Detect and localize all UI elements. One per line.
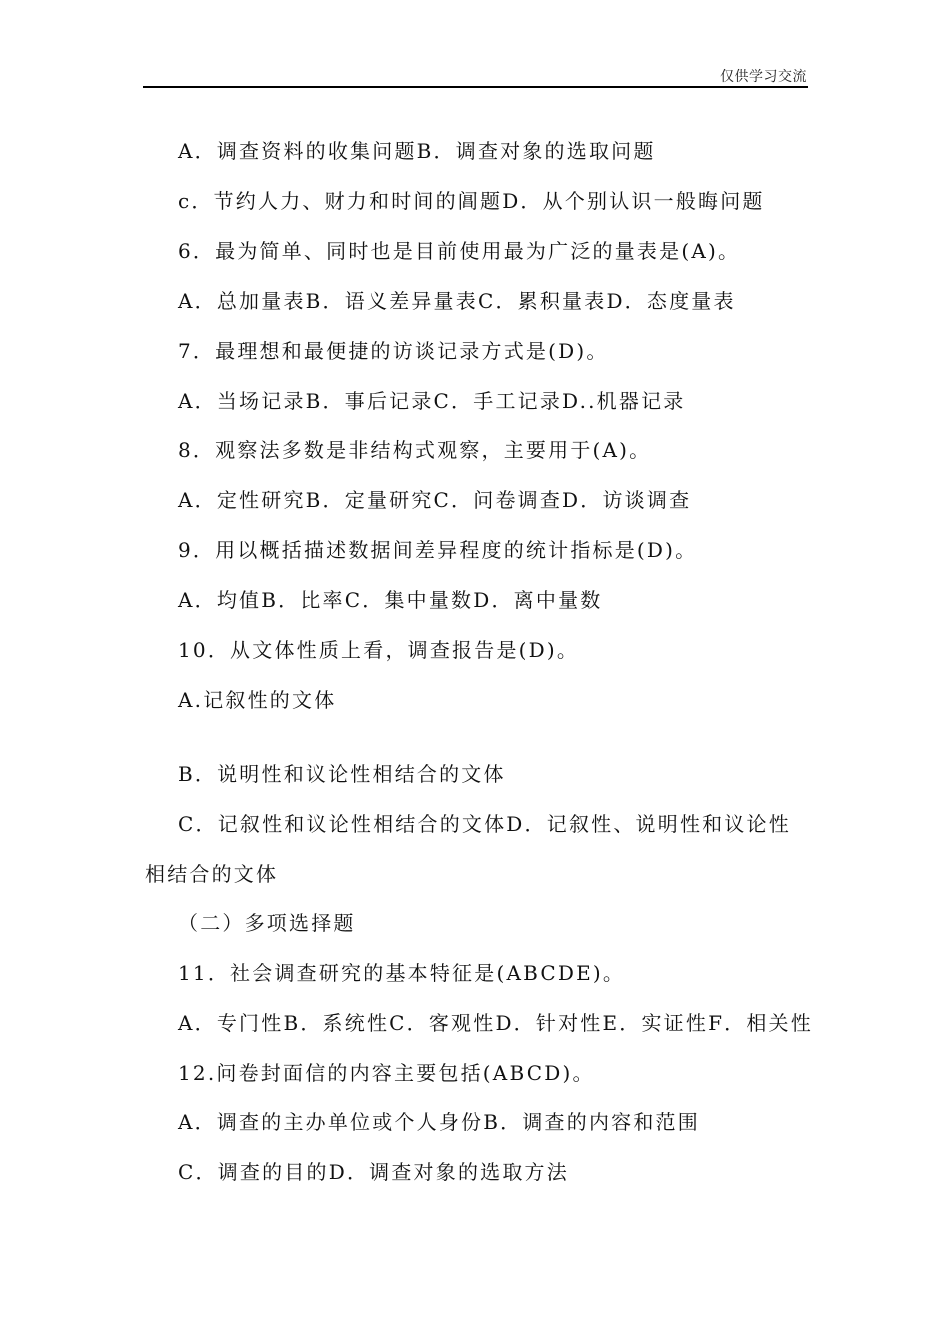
options-12-c-d: C．调查的目的D．调查对象的选取方法 bbox=[178, 1160, 569, 1184]
option-10-d-continued: 相结合的文体 bbox=[145, 862, 279, 886]
question-8: 8．观察法多数是非结构式观察，主要用于(A)。 bbox=[178, 438, 652, 462]
question-7: 7．最理想和最便捷的访谈记录方式是(D)。 bbox=[178, 339, 609, 363]
options-8: A．定性研究B．定量研究C．问卷调查D．访谈调查 bbox=[178, 488, 692, 512]
question-10: 10．从文体性质上看，调查报告是(D)。 bbox=[178, 638, 580, 662]
text-line: A．调查资料的收集问题B．调查对象的选取问题 bbox=[178, 139, 656, 163]
section-heading: （二）多项选择题 bbox=[178, 911, 356, 935]
option-10-c-d: C．记叙性和议论性相结合的文体D．记叙性、说明性和议论性 bbox=[178, 812, 791, 836]
question-12: 12.问卷封面信的内容主要包括(ABCD)。 bbox=[178, 1061, 595, 1085]
options-11: A．专门性B．系统性C．客观性D．针对性E．实证性F．相关性 bbox=[178, 1011, 813, 1035]
options-12-a-b: A．调查的主办单位或个人身份B．调查的内容和范围 bbox=[178, 1110, 700, 1134]
option-10-a: A.记叙性的文体 bbox=[178, 688, 337, 712]
options-9: A．均值B．比率C．集中量数D．离中量数 bbox=[178, 588, 603, 612]
question-6: 6．最为简单、同时也是目前使用最为广泛的量表是(A)。 bbox=[178, 239, 741, 263]
question-11: 11．社会调查研究的基本特征是(ABCDE)。 bbox=[178, 961, 626, 985]
header-divider bbox=[143, 86, 808, 88]
question-9: 9．用以概括描述数据间差异程度的统计指标是(D)。 bbox=[178, 538, 698, 562]
options-7: A．当场记录B．事后记录C．手工记录D..机器记录 bbox=[178, 389, 686, 413]
page-header-text: 仅供学习交流 bbox=[720, 69, 807, 85]
options-6: A．总加量表B．语义差异量表C．累积量表D．态度量表 bbox=[178, 289, 736, 313]
option-10-b: B．说明性和议论性相结合的文体 bbox=[178, 762, 506, 786]
text-line: c．节约人力、财力和时间的阊题D．从个别认识一般晦问题 bbox=[178, 189, 765, 213]
